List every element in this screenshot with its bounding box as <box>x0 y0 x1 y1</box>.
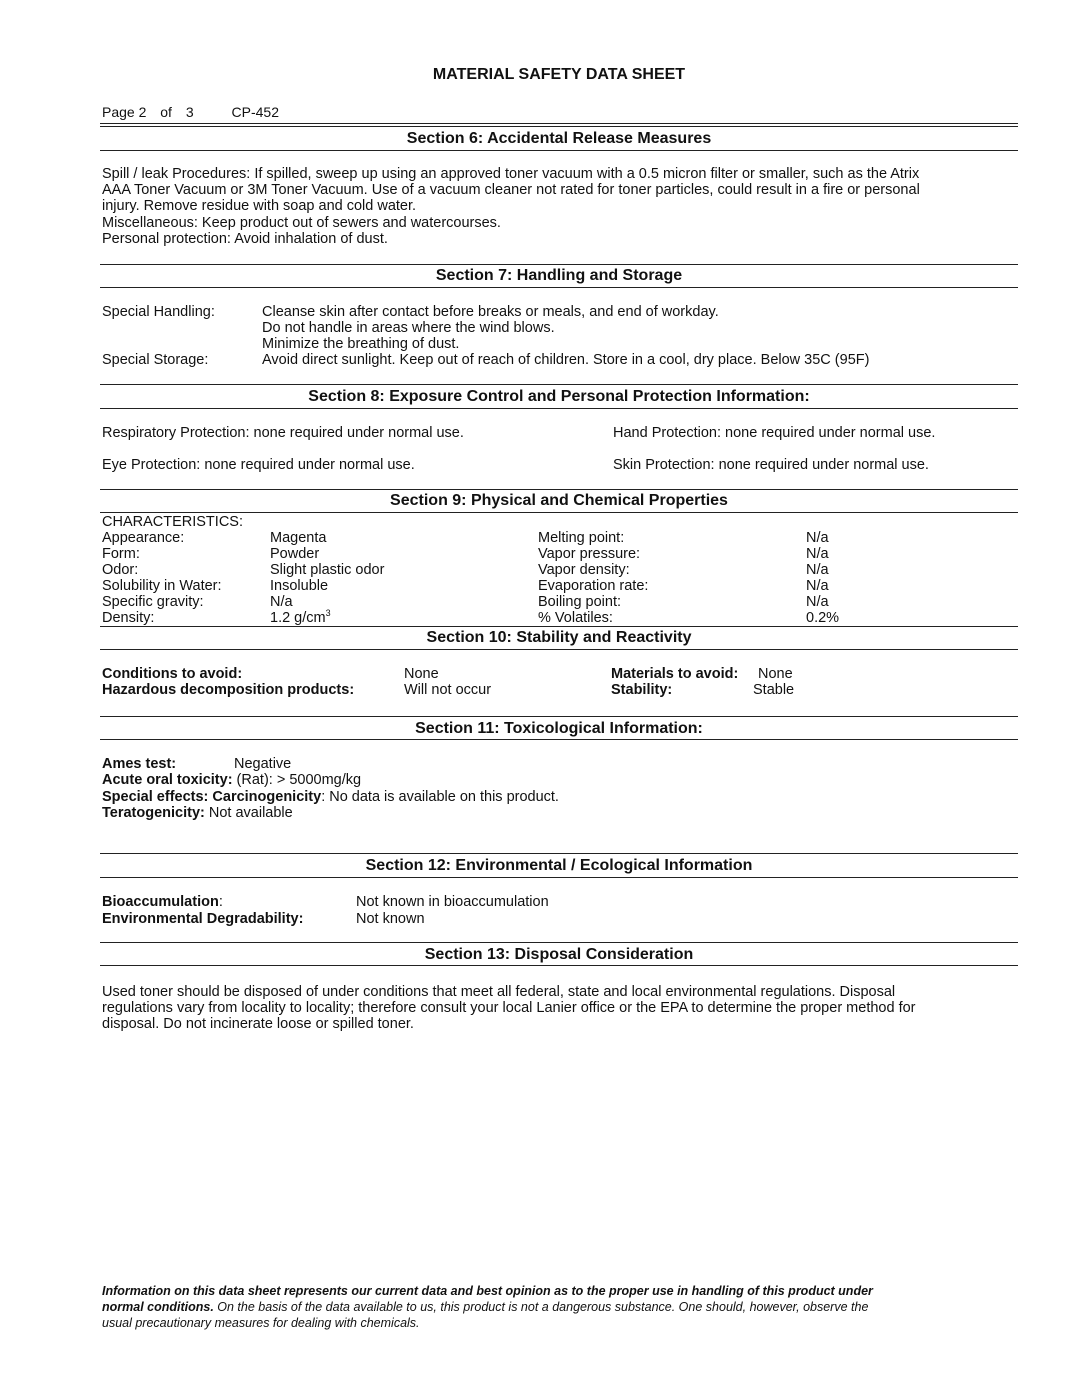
melting-point-value: N/a <box>806 530 829 546</box>
s13-line-1: Used toner should be disposed of under conditions that meet all federal, state and local environmental regulations. Disposal <box>102 984 896 1000</box>
divider <box>100 853 1018 854</box>
vapor-pressure-value: N/a <box>806 546 829 562</box>
environmental-degradability-value: Not known <box>356 911 425 927</box>
solubility-label: Solubility in Water: <box>102 578 222 594</box>
s13-line-2: regulations vary from locality to locality; therefore consult your local Lanier office or the EPA to determine the proper method for <box>102 1000 916 1016</box>
density-label: Density: <box>102 610 155 626</box>
divider <box>100 150 1018 151</box>
bioaccumulation-label: Bioaccumulation: <box>102 894 223 910</box>
divider <box>100 965 1018 966</box>
section-13-title: Section 13: Disposal Consideration <box>424 946 694 963</box>
conditions-to-avoid-label: Conditions to avoid: <box>102 666 243 682</box>
special-handling-line-3: Minimize the breathing of dust. <box>262 336 460 352</box>
divider <box>100 408 1018 409</box>
document-title: MATERIAL SAFETY DATA SHEET <box>432 66 686 83</box>
divider <box>100 287 1018 288</box>
s6-line-2: AAA Toner Vacuum or 3M Toner Vacuum. Use of a vacuum cleaner not rated for toner particles, could result in a fire or personal <box>102 182 920 198</box>
divider <box>100 877 1018 878</box>
special-storage-text: Avoid direct sunlight. Keep out of reach of children. Store in a cool, dry place. Below 35C (95F) <box>262 352 870 368</box>
bioaccumulation-value: Not known in bioaccumulation <box>356 894 549 910</box>
eye-protection: Eye Protection: none required under normal use. <box>102 457 415 473</box>
specific-gravity-value: N/a <box>270 594 293 610</box>
divider <box>100 739 1018 740</box>
section-11-title: Section 11: Toxicological Information: <box>415 720 703 737</box>
specific-gravity-label: Specific gravity: <box>102 594 204 610</box>
evaporation-rate-value: N/a <box>806 578 829 594</box>
special-handling-line-1: Cleanse skin after contact before breaks or meals, and end of workday. <box>262 304 719 320</box>
boiling-point-value: N/a <box>806 594 829 610</box>
section-8-title: Section 8: Exposure Control and Personal Protection Information: <box>308 388 810 405</box>
special-storage-label: Special Storage: <box>102 352 209 368</box>
appearance-label: Appearance: <box>102 530 185 546</box>
section-10-title: Section 10: Stability and Reactivity <box>426 629 692 646</box>
density-superscript: 3 <box>325 608 331 618</box>
form-label: Form: <box>102 546 140 562</box>
density-value: 1.2 $g/cm^3$ <box>270 608 331 626</box>
melting-point-label: Melting point: <box>538 530 625 546</box>
divider <box>100 942 1018 943</box>
disclaimer-line-1: Information on this data sheet represents our current data and best opinion as to the proper use in handling of this product under <box>102 1284 873 1298</box>
acute-oral-toxicity: Acute oral toxicity: (Rat): > 5000mg/kg <box>102 772 362 788</box>
divider <box>100 264 1018 265</box>
total-pages: 3 <box>185 104 194 120</box>
vapor-pressure-label: Vapor pressure: <box>538 546 641 562</box>
materials-to-avoid-value: None <box>758 666 793 682</box>
conditions-to-avoid-value: None <box>404 666 439 682</box>
vapor-density-value: N/a <box>806 562 829 578</box>
appearance-value: Magenta <box>270 530 327 546</box>
special-handling-label: Special Handling: <box>102 304 215 320</box>
ames-test-label: Ames test: <box>102 756 177 772</box>
s6-line-1: Spill / leak Procedures: If spilled, sweep up using an approved toner vacuum with a 0.5 micron filter or smaller, such as the Atrix <box>102 166 920 182</box>
divider <box>100 649 1018 650</box>
divider <box>100 126 1018 127</box>
skin-protection: Skin Protection: none required under normal use. <box>613 457 929 473</box>
environmental-degradability-label: Environmental Degradability: <box>102 911 304 927</box>
s6-line-3: injury. Remove residue with soap and cold water. <box>102 198 417 214</box>
section-6-title: Section 6: Accidental Release Measures <box>406 130 712 147</box>
disclaimer-line-2: normal conditions. On the basis of the data available to us, this product is not a dangerous substance. One should, however, observe the <box>102 1300 869 1314</box>
section-7-title: Section 7: Handling and Storage <box>435 267 683 284</box>
evaporation-rate-label: Evaporation rate: <box>538 578 649 594</box>
special-effects: Special effects: Carcinogenicity: No data is available on this product. <box>102 789 559 805</box>
respiratory-protection: Respiratory Protection: none required under normal use. <box>102 425 464 441</box>
of-label: of <box>160 104 172 120</box>
materials-to-avoid-label: Materials to avoid: <box>611 666 739 682</box>
disclaimer-line-3: usual precautionary measures for dealing with chemicals. <box>102 1316 420 1330</box>
section-9-title: Section 9: Physical and Chemical Properties <box>390 492 728 509</box>
characteristics-label: CHARACTERISTICS: <box>102 514 243 530</box>
boiling-point-label: Boiling point: <box>538 594 622 610</box>
document-code: CP-452 <box>231 104 279 120</box>
divider <box>100 123 1018 124</box>
page-header <box>102 104 279 120</box>
stability-label: Stability: <box>611 682 673 698</box>
form-value: Powder <box>270 546 320 562</box>
s13-line-3: disposal. Do not incinerate loose or spilled toner. <box>102 1016 414 1032</box>
teratogenicity: Teratogenicity: Not available <box>102 805 293 821</box>
disclaimer <box>102 1283 982 1331</box>
divider <box>100 384 1018 385</box>
divider <box>100 716 1018 717</box>
s6-line-4: Miscellaneous: Keep product out of sewers and watercourses. <box>102 215 501 231</box>
odor-value: Slight plastic odor <box>270 562 385 578</box>
divider <box>100 489 1018 490</box>
s6-line-5: Personal protection: Avoid inhalation of dust. <box>102 231 388 247</box>
stability-value: Stable <box>753 682 795 698</box>
section-12-title: Section 12: Environmental / Ecological Information <box>365 857 753 874</box>
odor-label: Odor: <box>102 562 139 578</box>
special-handling-line-2: Do not handle in areas where the wind blows. <box>262 320 555 336</box>
divider <box>100 626 1018 627</box>
volatiles-label: % Volatiles: <box>538 610 613 626</box>
hand-protection: Hand Protection: none required under normal use. <box>613 425 936 441</box>
page-label: Page 2 <box>102 104 147 120</box>
hazardous-decomposition-value: Will not occur <box>404 682 492 698</box>
volatiles-value: 0.2% <box>806 610 840 626</box>
solubility-value: Insoluble <box>270 578 329 594</box>
divider <box>100 512 1018 513</box>
hazardous-decomposition-label: Hazardous decomposition products: <box>102 682 355 698</box>
vapor-density-label: Vapor density: <box>538 562 630 578</box>
ames-test-value: Negative <box>234 756 292 772</box>
